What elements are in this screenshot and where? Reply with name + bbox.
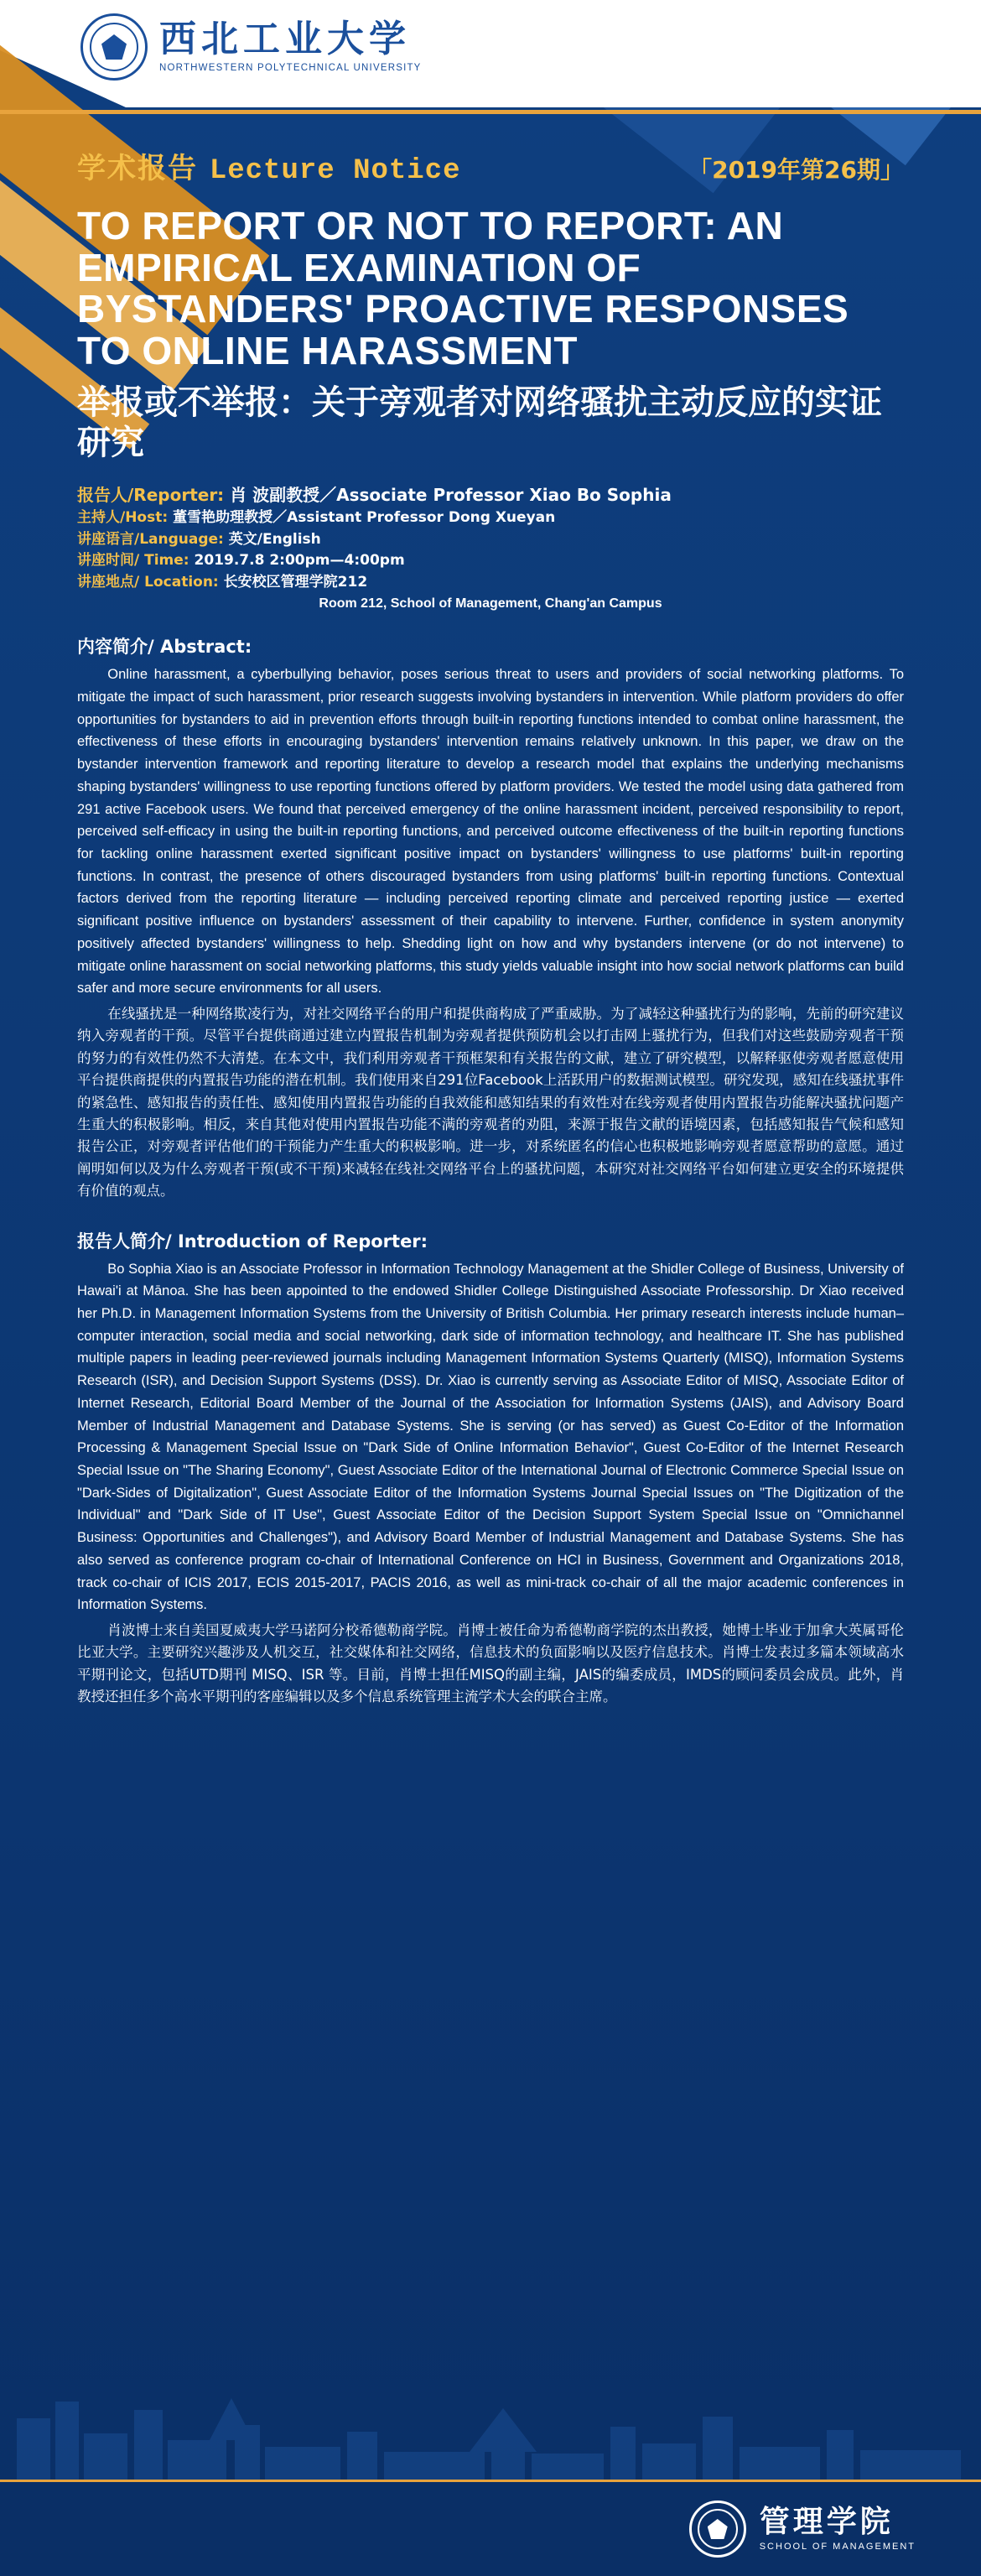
meta-language-value: 英文/English [228, 530, 321, 548]
meta-reporter-label: 报告人/Reporter: [77, 485, 225, 506]
abstract-cn: 在线骚扰是一种网络欺凌行为，对社交网络平台的用户和提供商构成了严重威胁。为了减轻这种骚扰行为的影响，先前的研究建议纳入旁观者的干预。尽管平台提供商通过建立内置报告机制为旁观者提供预防机会以打击网上骚扰行为，但我们对这些鼓励旁观者干预的努力的有效性仍然不大清楚。在本文中，我们利用旁观者干预框架和有关报告的文献，建立了研究模型，以解释驱使旁观者愿意使用平台提供商提供的内置报告功能的潜在机制。我们使用来自291位Facebook上活跃用户的数据测试模型。研究发现，感知在线骚扰事件的紧急性、感知报告的责任性、感知使用内置报告功能的自我效能和感知结果的有效性对在线旁观者使用内置报告功能解决骚扰问题产生重大的积极影响。相反，来自其他对使用内置报告功能不满的旁观者的劝阻，来源于报告文献的语境因素，包括感知报告气候和感知报告公正，对旁观者评估他们的干预能力产生重大的积极影响。进一步，对系统匿名的信心也积极地影响旁观者愿意帮助的意愿。通过阐明如何以及为什么旁观者干预(或不干预)来减轻在线社交网络平台上的骚扰问题，本研究对社交网络平台如何建立更安全的环境提供有价值的观点。 [77, 1006, 904, 1200]
poster-content [0, 110, 981, 1712]
reporter-intro-cn: 肖波博士来自美国夏威夷大学马诺阿分校希德勒商学院。肖博士被任命为希德勒商学院的杰出教授，她博士毕业于加拿大英属哥伦比亚大学。主要研究兴趣涉及人机交互，社交媒体和社交网络，信息技术的负面影响以及医疗信息技术。肖博士发表过多篇本领域高水平期刊论文，包括UTD期刊 MISQ、ISR 等。目前，肖博士担任MISQ的副主编，JAIS的编委成员，IMDS的顾问委员会成员。此外，肖教授还担任多个高水平期刊的客座编辑以及多个信息系统管理主流学术大会的联合主席。 [77, 1622, 904, 1705]
school-name-en: SCHOOL OF MANAGEMENT [759, 2541, 916, 2552]
meta-place [77, 572, 904, 594]
notice-issue: 「2019年第26期」 [688, 156, 904, 184]
notice-header [0, 110, 981, 187]
notice-label-en: Lecture Notice [209, 155, 461, 187]
school-logo [689, 2501, 981, 2558]
meta-reporter [77, 482, 904, 507]
meta-time [77, 550, 904, 572]
university-logo [80, 13, 422, 81]
reporter-intro-heading: 报告人简介/ Introduction of Reporter: [77, 1231, 428, 1252]
notice-label [77, 145, 461, 187]
meta-place-value: 长安校区管理学院212 [223, 573, 368, 591]
lecture-title-en: TO REPORT OR NOT TO REPORT: AN EMPIRICAL EXAMINATION OF BYSTANDERS' PROACTIVE RESPONSES TO ONLINE HARASSMENT [77, 204, 849, 373]
university-crest-icon [80, 13, 148, 81]
meta-host-value: 董雪艳助理教授／Assistant Professor Dong Xueyan [173, 509, 556, 527]
meta-place-label: 讲座地点/ Location: [77, 573, 219, 591]
meta-language-label: 讲座语言/Language: [77, 530, 224, 548]
university-name-en: NORTHWESTERN POLYTECHNICAL UNIVERSITY [159, 63, 422, 73]
meta-time-value: 2019.7.8 2:00pm—4:00pm [194, 552, 405, 570]
meta-reporter-value: 肖 波副教授／Associate Professor Xiao Bo Sophia [230, 485, 672, 506]
footer-bar [0, 2480, 981, 2576]
notice-label-cn: 学术报告 [77, 152, 198, 185]
university-name-cn: 西北工业大学 [159, 18, 411, 60]
lecture-title-cn: 举报或不举报：关于旁观者对网络骚扰主动反应的实证研究 [77, 382, 882, 463]
reporter-intro-en: Bo Sophia Xiao is an Associate Professor in Information Technology Management at the Shidler College of Business, University of Hawai'i at Mānoa. She has been appointed to the endowed Shidler College Distinguished Associate Professorship. Dr Xiao received her Ph.D. in Management Information Systems from the University of British Columbia. Her primary research interests include human–computer interaction, social media and social networking, dark side of information technology, and healthcare IT. She has published multiple papers in leading peer-reviewed journals including Management Information Systems Quarterly (MISQ), Information Systems Research (ISR), and Decision Support Systems (DSS). Dr. Xiao is currently serving as Associate Editor of MISQ, Associate Editor of Internet Research, Editorial Board Member of the Journal of the Association for Information Systems (JAIS), and Advisory Board Member of Industrial Management and Database Systems. She is serving (or has served) as Guest Co-Editor of the Information Processing & Management Special Issue on "Dark Side of Online Information Behavior", Guest Co-Editor of the Internet Research Special Issue on "The Sharing Economy", Guest Associate Editor of the International Journal of Electronic Commerce Special Issue on "Dark-Sides of Digitalization", Guest Associate Editor of the Information Systems Journal Special Issues on "The Digitization of the Individual" and "Dark Side of IT Use", Guest Associate Editor of the Decision Support System Special Issue on "Omnichannel Business: Opportunities and Challenges"), and Advisory Board Member of Industrial Management and Database Systems. She has also served as conference program co-chair of International Conference on HCI in Business, Government and Organizations 2018, track co-chair of ICIS 2017, ECIS 2015-2017, PACIS 2016, as well as mini-track co-chair of all the major academic conferences in Information Systems. [77, 1261, 904, 1613]
abstract-heading: 内容简介/ Abstract: [77, 637, 252, 658]
school-name-cn: 管理学院 [759, 2504, 894, 2539]
city-skyline-decoration [0, 2360, 981, 2485]
school-crest-icon [689, 2501, 746, 2558]
reporter-intro-section [0, 1206, 981, 1709]
abstract-section [0, 611, 981, 1202]
meta-place-sub: Room 212, School of Management, Chang'an Campus [319, 596, 662, 611]
meta-host [77, 507, 904, 529]
abstract-en: Online harassment, a cyberbullying behavior, poses serious threat to users and providers of social networking platforms. To mitigate the impact of such harassment, prior research suggests involving bystanders in intervention. While platform providers do offer opportunities for bystanders to aid in prevention efforts through built-in reporting functions intended to combat online harassment, the effectiveness of these efforts in encouraging bystanders' intervention remains relatively unknown. In this paper, we draw on the bystander intervention framework and reporting literature to develop a research model that explains the underlying mechanisms shaping bystanders' willingness to use reporting functions offered by platform providers. We tested the model using data gathered from 291 active Facebook users. We found that perceived emergency of the online harassment incident, perceived responsibility to report, perceived self-efficacy in using the built-in reporting functions, and perceived outcome effectiveness of the built-in reporting functions for tackling online harassment exerted significant positive impact on bystanders' willingness to use platforms' built-in reporting functions. In contrast, the presence of others discouraged bystanders from using platforms' built-in reporting functions. Contextual factors derived from the reporting literature — including perceived reporting climate and perceived reporting justice — exerted significant positive influence on bystanders' assessment of their capability to intervene. Further, confidence in system anonymity positively affected bystanders' willingness to help. Shedding light on how and why bystanders intervene (or do not intervene) to mitigate online harassment on social networking platforms, this study yields valuable insight into how social network platforms can build safer and more secure environments for all users. [77, 667, 904, 997]
meta-host-label: 主持人/Host: [77, 509, 169, 527]
lecture-meta [0, 464, 981, 611]
meta-language [77, 529, 904, 551]
meta-time-label: 讲座时间/ Time: [77, 552, 189, 570]
